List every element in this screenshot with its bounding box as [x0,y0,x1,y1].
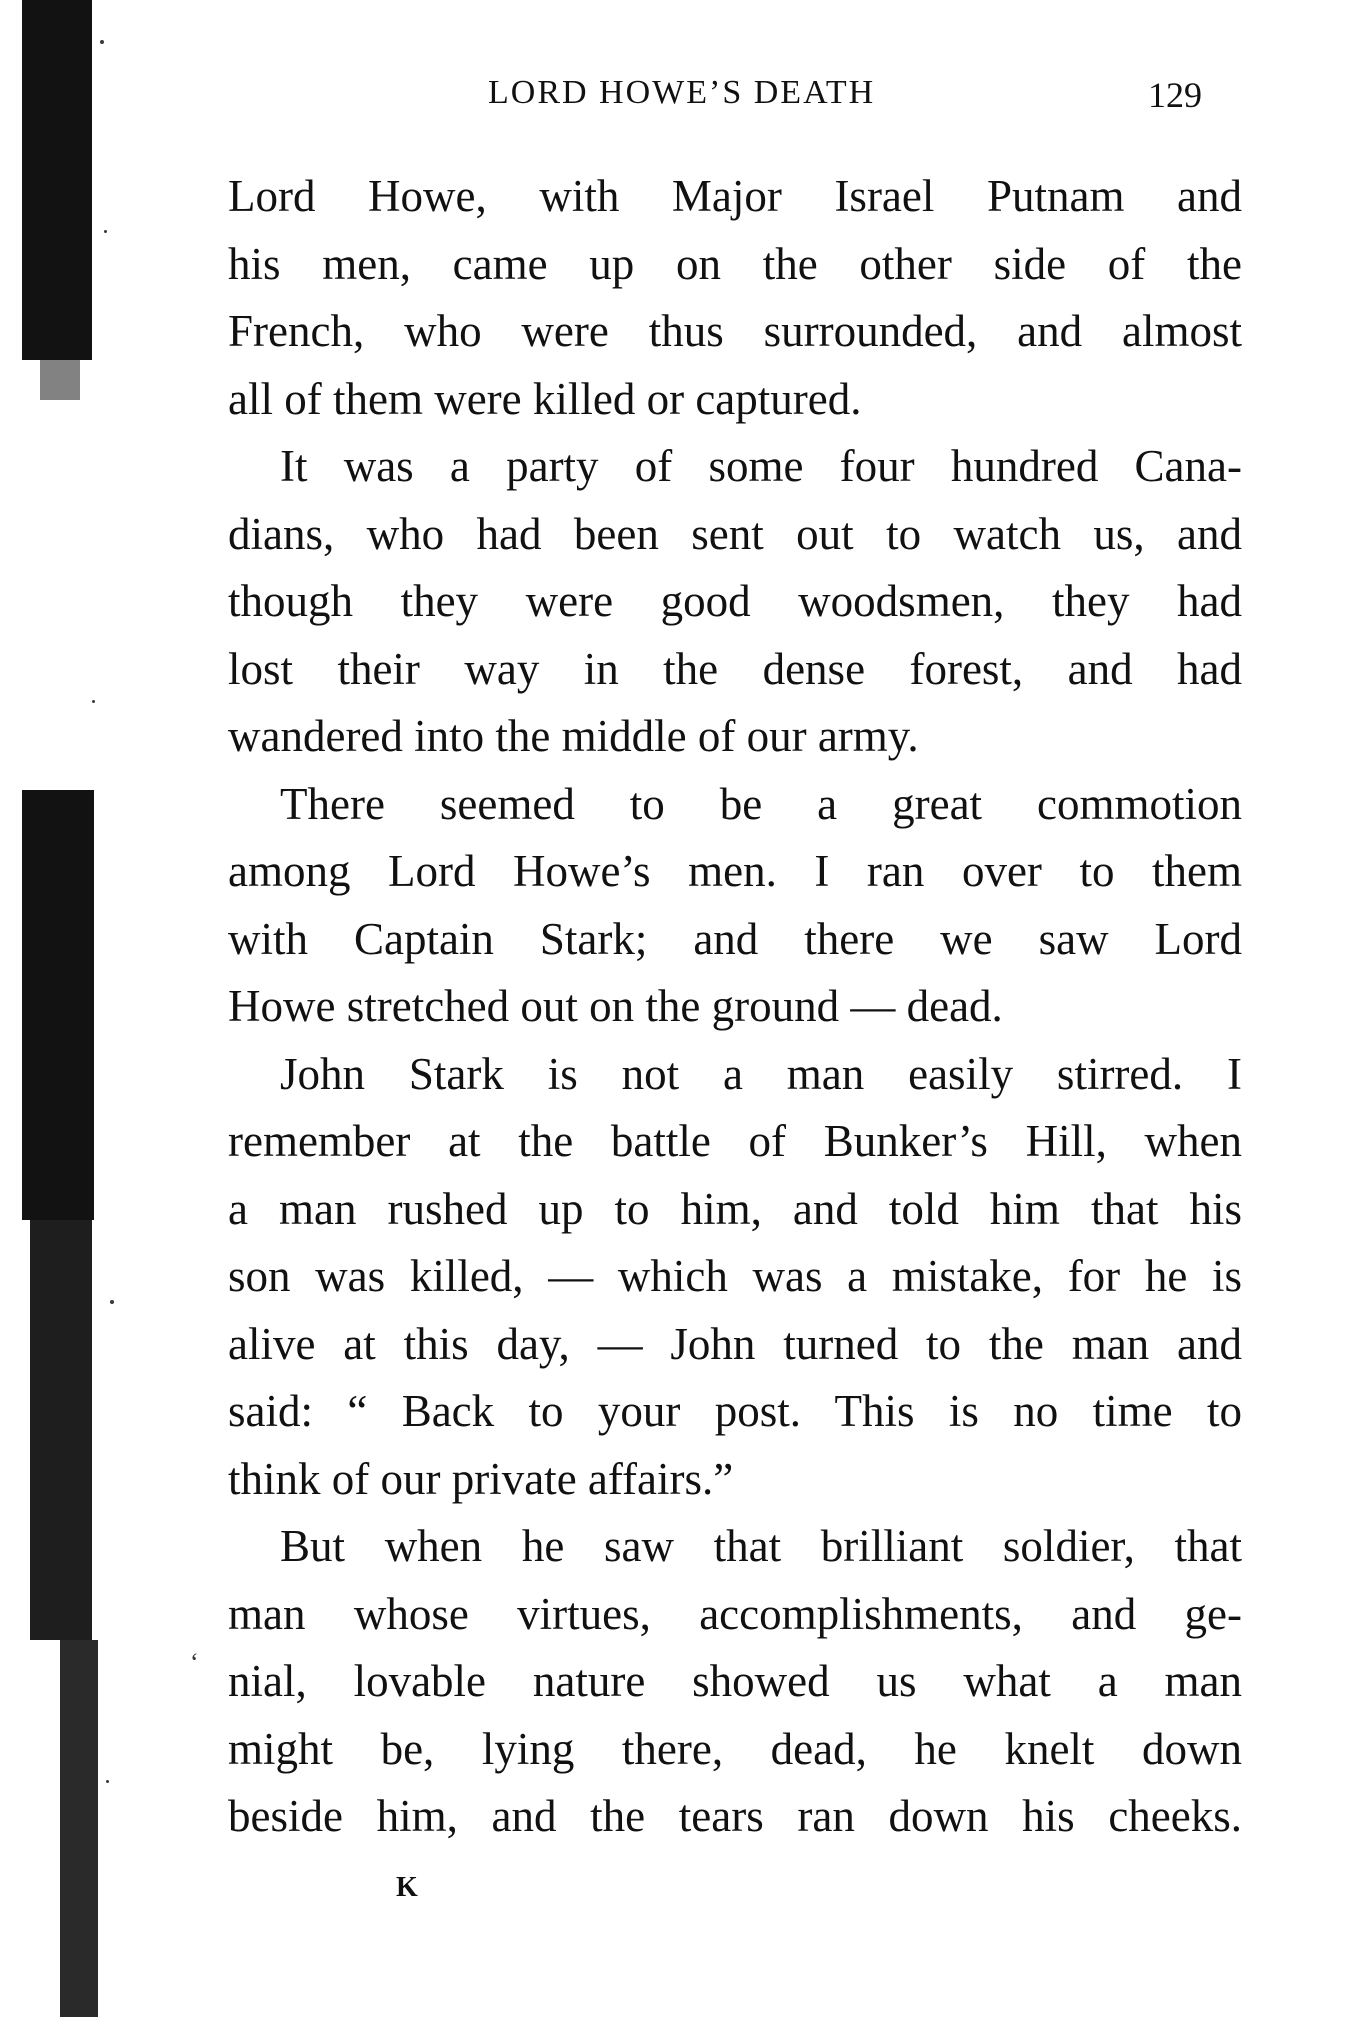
text-line: Lord Howe, with Major Israel Putnam and [228,171,1242,221]
text-line: among Lord Howe’s men. I ran over to them [228,846,1242,896]
text-line: might be, lying there, dead, he knelt down [228,1723,1242,1774]
text-line: French, who were thus surrounded, and almost [228,306,1242,356]
scan-gutter-shadow [0,0,120,2017]
text-line: nial, lovable nature showed us what a man [228,1656,1242,1706]
page-header [0,70,1360,130]
running-title: LORD HOWE’S DEATH [488,74,876,111]
text-line: John Stark is not a man easily stirred. I [280,1048,1242,1099]
text-line: remember at the battle of Bunker’s Hill, when [228,1116,1242,1166]
text-line: beside him, and the tears ran down his cheeks. [228,1791,1242,1841]
stray-mark: ‘ [190,1648,199,1677]
text-line: all of them were killed or captured. [228,373,862,424]
text-line: There seemed to be a great commotion [280,778,1242,829]
text-line: It was a party of some four hundred Cana- [280,441,1242,491]
text-line: son was killed, — which was a mistake, for he is [228,1251,1242,1301]
text-line: with Captain Stark; and there we saw Lord [228,913,1242,964]
page-number: 129 [1148,75,1202,115]
text-line: alive at this day, — John turned to the man and [228,1318,1242,1369]
signature-mark: K [396,1872,418,1903]
text-line: lost their way in the dense forest, and had [228,643,1242,694]
text-line: Howe stretched out on the ground — dead. [228,981,1003,1031]
body-text [228,163,1242,1851]
text-line: said: “ Back to your post. This is no time to [228,1386,1242,1436]
text-line: a man rushed up to him, and told him that his [228,1183,1242,1234]
text-line: though they were good woodsmen, they had [228,576,1242,626]
text-line: his men, came up on the other side of the [228,238,1242,289]
text-line: But when he saw that brilliant soldier, that [280,1521,1242,1571]
text-line: think of our private affairs.” [228,1453,734,1504]
text-line: dians, who had been sent out to watch us, and [228,508,1242,559]
text-line: wandered into the middle of our army. [228,711,919,761]
text-line: man whose virtues, accomplishments, and ge- [228,1588,1242,1639]
